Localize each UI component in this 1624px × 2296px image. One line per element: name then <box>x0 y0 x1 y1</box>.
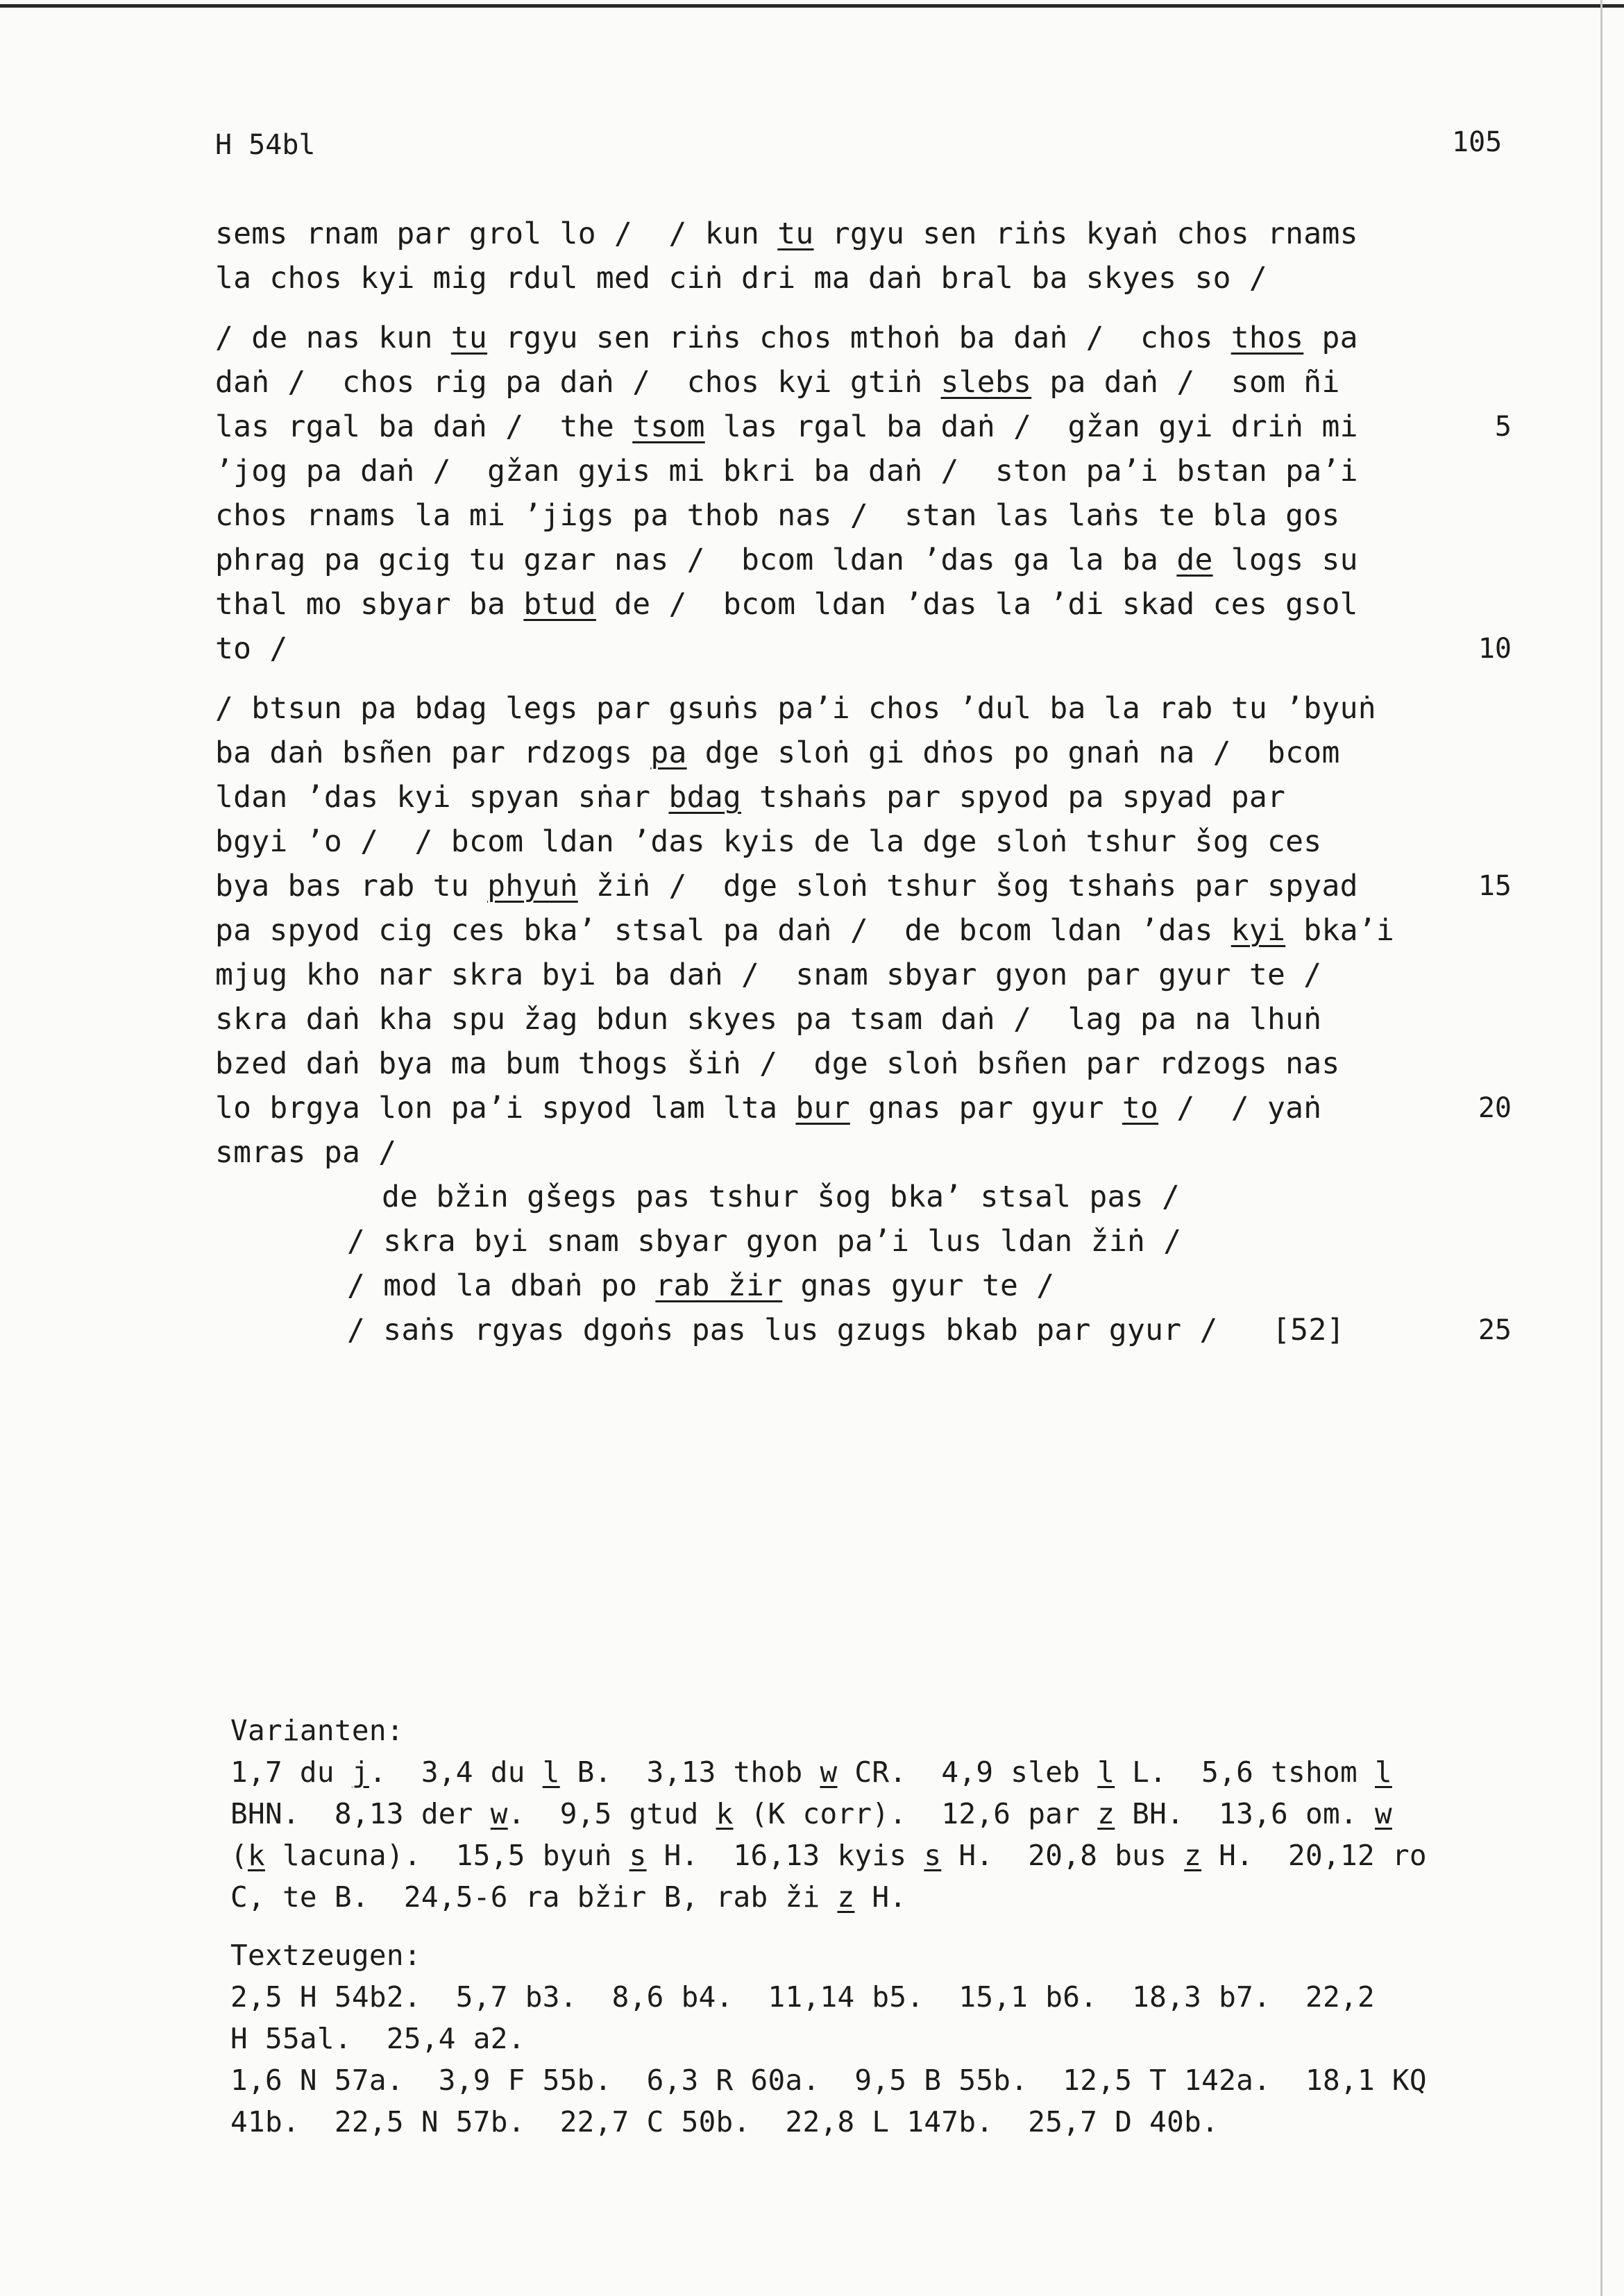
underlined-word: tu <box>450 321 488 355</box>
text-line: mjug kho nar skra byi ba daṅ / snam sbyar gyon par gyur te / <box>215 958 1322 992</box>
variants-line: (k lacuna). 15,5 byuṅ s H. 16,13 kyis s H. 20,8 bus z H. 20,12 ro <box>230 1839 1427 1872</box>
underlined-word: phyuṅ <box>487 869 578 903</box>
underlined-word: z <box>1097 1797 1115 1830</box>
underlined-word: l <box>1097 1755 1115 1789</box>
underlined-word: de <box>1176 543 1213 577</box>
verse-line: de bžin gšegs pas tshur šog bka’ stsal pas / <box>382 1180 1181 1214</box>
witnesses-line: 2,5 H 54b2. 5,7 b3. 8,6 b4. 11,14 b5. 15,1 b6. 18,3 b7. 22,2 <box>230 1980 1375 2014</box>
margin-line-number: 20 <box>1478 1092 1512 1124</box>
underlined-word: bur <box>795 1091 850 1125</box>
underlined-word: slebs <box>940 365 1032 400</box>
underlined-word: btud <box>523 587 596 622</box>
text-line: phrag pa gcig tu gzar nas / bcom ldan ’das ga la ba de logs su <box>215 543 1358 577</box>
witnesses-heading: Textzeugen: <box>230 1939 421 1972</box>
verse-line: / skra byi snam sbyar gyon pa’i lus ldan žiṅ / <box>347 1224 1182 1259</box>
underlined-word: z <box>837 1880 855 1914</box>
text-line: ’jog pa daṅ / gžan gyis mi bkri ba daṅ / ston pa’i bstan pa’i <box>215 454 1358 488</box>
text-line: daṅ / chos rig pa daṅ / chos kyi gtiṅ slebs pa daṅ / som ñi <box>215 365 1340 400</box>
underlined-word: k <box>247 1839 265 1872</box>
underlined-word: bdag <box>668 780 742 815</box>
top-border-rule <box>0 4 1624 8</box>
text-line: to / <box>215 631 288 666</box>
underlined-word: thos <box>1230 321 1304 355</box>
text-line: skra daṅ kha spu žag bdun skyes pa tsam daṅ / lag pa na lhuṅ <box>215 1002 1322 1037</box>
text-line: thal mo sbyar ba btud de / bcom ldan ’das la ’di skad ces gsol <box>215 587 1358 622</box>
underlined-word: rab žir <box>655 1268 783 1303</box>
underlined-word: kyi <box>1230 913 1286 948</box>
underlined-word: z <box>1184 1839 1202 1872</box>
text-line: las rgal ba daṅ / the tsom las rgal ba daṅ / gžan gyi driṅ mi <box>215 409 1358 444</box>
witnesses-line: H 55al. 25,4 a2. <box>230 2022 525 2055</box>
variants-line: C, te B. 24,5-6 ra bžir B, rab ži z H. <box>230 1880 907 1914</box>
verse-line: / mod la dbaṅ po rab žir gnas gyur te / <box>347 1268 1055 1303</box>
text-line: / btsun pa bdag legs par gsuṅs pa’i chos ’dul ba la rab tu ’byuṅ <box>215 691 1376 726</box>
right-page-edge <box>1600 0 1602 2296</box>
text-line: bya bas rab tu phyuṅ žiṅ / dge sloṅ tshur šog tshaṅs par spyad <box>215 869 1358 903</box>
underlined-word: pa <box>650 735 687 770</box>
text-line: ba daṅ bsñen par rdzogs pa dge sloṅ gi dṅos po gnaṅ na / bcom <box>215 735 1340 770</box>
text-line: ldan ’das kyi spyan sṅar bdag tshaṅs par spyod pa spyad par <box>215 780 1286 815</box>
text-line: la chos kyi mig rdul med ciṅ dri ma daṅ bral ba skyes so / <box>215 261 1268 296</box>
verse-line: / saṅs rgyas dgoṅs pas lus gzugs bkab par gyur / [52] <box>347 1313 1345 1347</box>
text-line: bzed daṅ bya ma bum thogs šiṅ / dge sloṅ bsñen par rdzogs nas <box>215 1046 1340 1081</box>
text-line: bgyi ’o / / bcom ldan ’das kyis de la dge sloṅ tshur šog ces <box>215 824 1322 859</box>
underlined-word: w <box>1374 1797 1392 1830</box>
underlined-word: w <box>820 1755 838 1789</box>
text-line: chos rnams la mi ’jigs pa thob nas / stan las laṅs te bla gos <box>215 498 1340 533</box>
text-line: / de nas kun tu rgyu sen riṅs chos mthoṅ ba daṅ / chos thos pa <box>215 321 1358 355</box>
underlined-word: tsom <box>632 409 705 444</box>
underlined-word: l <box>542 1755 560 1789</box>
underlined-word: j <box>351 1755 369 1789</box>
witnesses-line: 1,6 N 57a. 3,9 F 55b. 6,3 R 60a. 9,5 B 55b. 12,5 T 142a. 18,1 KQ <box>230 2064 1427 2097</box>
text-line: pa spyod cig ces bka’ stsal pa daṅ / de bcom ldan ’das kyi bka’i <box>215 913 1395 948</box>
underlined-word: w <box>490 1797 508 1830</box>
variants-heading: Varianten: <box>230 1714 404 1747</box>
margin-line-number: 25 <box>1478 1314 1512 1346</box>
page-number: 105 <box>1452 126 1503 158</box>
margin-line-number: 5 <box>1494 411 1512 443</box>
folio-siglum: H 54bl <box>215 129 316 161</box>
margin-line-number: 15 <box>1478 870 1512 902</box>
underlined-word: s <box>924 1839 942 1872</box>
text-line: sems rnam par grol lo / / kun tu rgyu sen riṅs kyaṅ chos rnams <box>215 216 1358 251</box>
variants-line: BHN. 8,13 der w. 9,5 gtud k (K corr). 12,6 par z BH. 13,6 om. w <box>230 1797 1392 1830</box>
text-line: lo brgya lon pa’i spyod lam lta bur gnas par gyur to / / yaṅ <box>215 1091 1322 1125</box>
underlined-word: tu <box>777 216 814 251</box>
underlined-word: l <box>1374 1755 1392 1789</box>
underlined-word: s <box>629 1839 647 1872</box>
underlined-word: k <box>716 1797 734 1830</box>
margin-line-number: 10 <box>1478 633 1512 665</box>
text-line: smras pa / <box>215 1135 397 1170</box>
underlined-word: to <box>1122 1091 1159 1125</box>
variants-line: 1,7 du j. 3,4 du l B. 3,13 thob w CR. 4,9 sleb l L. 5,6 tshom l <box>230 1755 1392 1789</box>
witnesses-line: 41b. 22,5 N 57b. 22,7 C 50b. 22,8 L 147b. 25,7 D 40b. <box>230 2105 1219 2138</box>
